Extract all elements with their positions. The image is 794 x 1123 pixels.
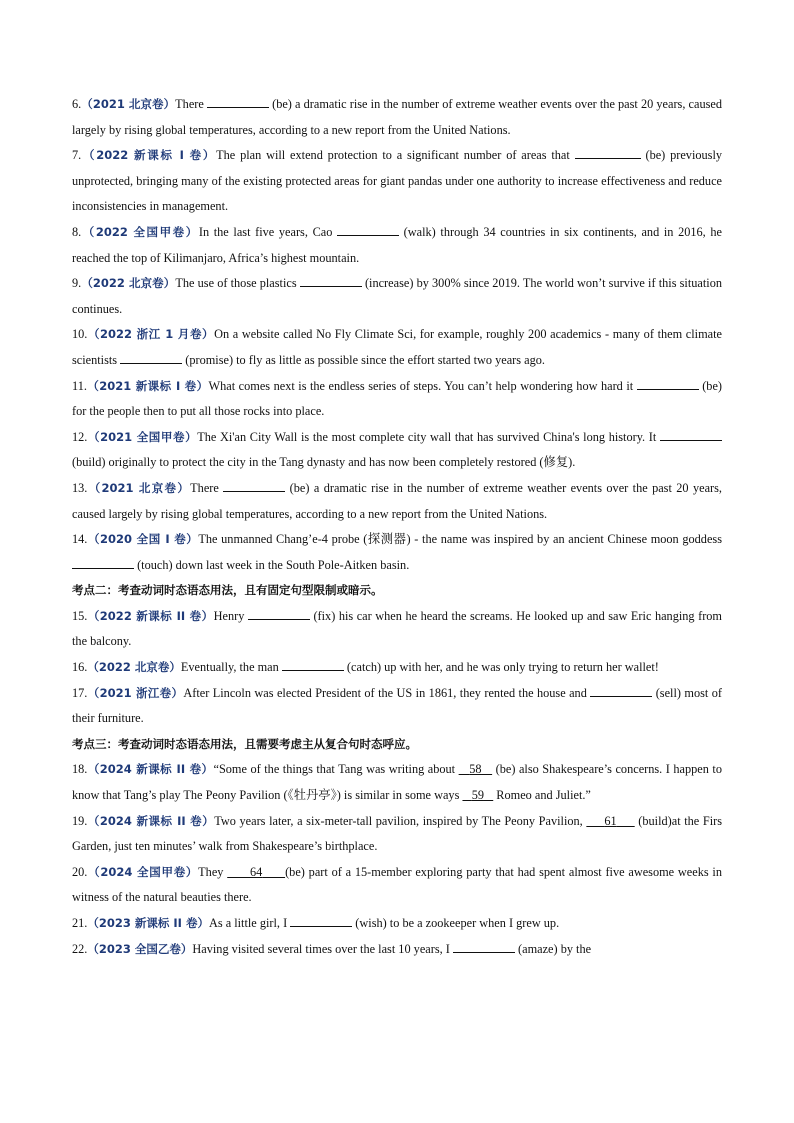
numbered-gap-64[interactable]: 64 bbox=[250, 864, 263, 879]
answer-blank[interactable] bbox=[590, 684, 652, 697]
numbered-gap-61[interactable]: 61 bbox=[604, 813, 617, 828]
exercise-list bbox=[72, 92, 722, 962]
question-9: 9.（2022 北京卷）The use of those plastics (increase) by 300% since 2019. The world won’t survive if this situation continues. bbox=[72, 276, 722, 316]
question-8: 8.（2022 全国甲卷）In the last five years, Cao (walk) through 34 countries in six continents, and in 2016, he reached the top of Kilimanjaro, Africa’s highest mountain. bbox=[72, 224, 723, 265]
answer-blank[interactable] bbox=[453, 940, 515, 953]
answer-blank[interactable] bbox=[575, 146, 641, 159]
answer-blank[interactable] bbox=[637, 377, 699, 390]
section-heading-2: 考点二：考查动词时态语态用法，且有固定句型限制或暗示。 bbox=[72, 583, 383, 598]
answer-blank[interactable] bbox=[300, 274, 362, 287]
question-13: 13.（2021 北京卷）There (be) a dramatic rise in the number of extreme weather events over the past 20 years, caused largely by rising global temperatures, according to a new report from the United Nations. bbox=[72, 480, 722, 521]
question-20: 20.（2024 全国甲卷）They 64 (be) part of a 15-member exploring party that had spent almost five awesome weeks in witness of the natural beauties there. bbox=[72, 864, 723, 905]
answer-blank[interactable] bbox=[660, 428, 722, 441]
question-10: 10.（2022 浙江 1 月卷）On a website called No Fly Climate Sci, for example, roughly 200 academics - many of them climate scientists (promise) to fly as little as possible since the effort started two years ago. bbox=[72, 327, 722, 367]
question-18: 18.（2024 新课标 II 卷）“Some of the things that Tang was writing about 58 (be) also Shakespeare’s concerns. I happen to know that Tang’s play The Peony Pavilion (《牡丹亭》) is similar in some ways 59 Romeo and Juliet.” bbox=[72, 762, 723, 803]
answer-blank[interactable] bbox=[290, 914, 352, 927]
question-14: 14.（2020 全国 I 卷）The unmanned Chang’e-4 probe (探测器) - the name was inspired by an ancient Chinese moon goddess (touch) down last week in the South Pole-Aitken basin. bbox=[72, 532, 722, 572]
answer-blank[interactable] bbox=[337, 223, 399, 236]
answer-blank[interactable] bbox=[282, 658, 344, 671]
question-7: 7.（2022 新课标 I 卷）The plan will extend protection to a significant number of areas that (be) previously unprotected, bringing many of the existing protected areas for giant pandas under one authority to increase effectiveness and reduce inconsistencies in management. bbox=[72, 148, 723, 214]
numbered-gap-59[interactable]: 59 bbox=[471, 788, 484, 803]
question-17: 17.（2021 浙江卷）After Lincoln was elected President of the US in 1861, they rented the house and (sell) most of their furniture. bbox=[72, 685, 722, 726]
question-12: 12.（2021 全国甲卷）The Xi'an City Wall is the most complete city wall that has survived China's long history. It (build) originally to protect the city in the Tang dynasty and has now been completely restored (修复). bbox=[72, 425, 722, 476]
question-15: 15.（2022 新课标 II 卷）Henry (fix) his car when he heard the screams. He looked up and saw Eric hanging from the balcony. bbox=[72, 608, 723, 649]
question-16: 16.（2022 北京卷）Eventually, the man (catch) up with her, and he was only trying to return her wallet! bbox=[72, 660, 659, 675]
question-21: 21.（2023 新课标 II 卷）As a little girl, I (wish) to be a zookeeper when I grew up. bbox=[72, 916, 560, 930]
answer-blank[interactable] bbox=[207, 95, 269, 108]
answer-blank[interactable] bbox=[248, 607, 310, 620]
question-22: 22.（2023 全国乙卷）Having visited several times over the last 10 years, I (amaze) by the bbox=[72, 941, 592, 956]
question-6: 6.（2021 北京卷）There (be) a dramatic rise in the number of extreme weather events over the past 20 years, caused largely by rising global temperatures, according to a new report from the United Nations. bbox=[72, 97, 723, 137]
answer-blank[interactable] bbox=[72, 556, 134, 569]
question-11: 11.（2021 新课标 I 卷）What comes next is the endless series of steps. You can’t help wondering how hard it (be) for the people then to put all those rocks into place. bbox=[72, 378, 722, 419]
answer-blank[interactable] bbox=[223, 479, 285, 492]
question-19: 19.（2024 新课标 II 卷）Two years later, a six-meter-tall pavilion, inspired by The Peony Pavilion, 61 (build)at the Firs Garden, just ten minutes’ walk from Shakespeare’s birthplace. bbox=[72, 813, 722, 854]
answer-blank[interactable] bbox=[120, 351, 182, 364]
numbered-gap-58[interactable]: 58 bbox=[469, 762, 482, 777]
section-heading-3: 考点三：考查动词时态语态用法，且需要考虑主从复合句时态呼应。 bbox=[72, 736, 417, 751]
